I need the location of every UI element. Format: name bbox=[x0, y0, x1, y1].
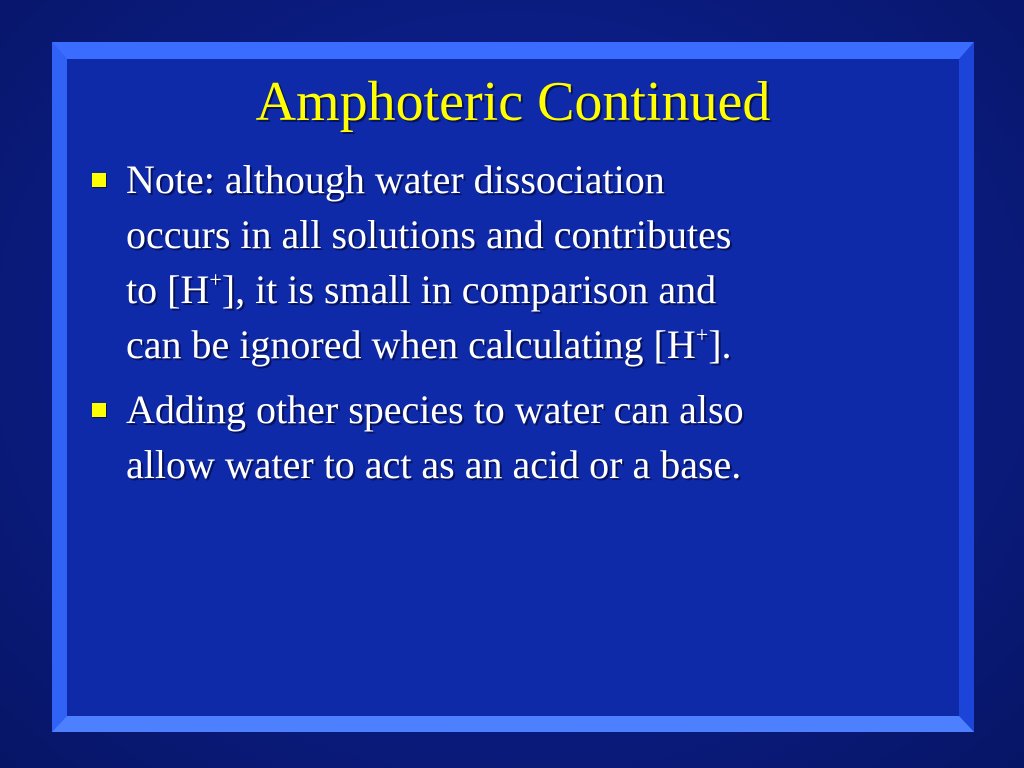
frame-bevel-top bbox=[52, 42, 974, 59]
square-bullet-icon bbox=[92, 173, 106, 187]
bullet-line: can be ignored when calculating [H bbox=[126, 322, 696, 367]
superscript-plus: + bbox=[695, 322, 709, 347]
frame-bevel-left bbox=[52, 42, 67, 732]
square-bullet-icon bbox=[92, 403, 106, 417]
bullet-item bbox=[90, 382, 930, 492]
bullet-line: to [H bbox=[126, 267, 210, 312]
frame-bevel-bottom bbox=[52, 716, 974, 732]
bullet-list bbox=[90, 152, 930, 502]
bullet-item bbox=[90, 152, 930, 372]
bullet-line: occurs in all solutions and contributes bbox=[126, 212, 732, 257]
bullet-line: Adding other species to water can also bbox=[126, 387, 744, 432]
frame-bevel-right bbox=[959, 42, 974, 732]
bullet-line: ], it is small in comparison and bbox=[221, 267, 717, 312]
bullet-line: ]. bbox=[708, 322, 732, 367]
superscript-plus: + bbox=[209, 267, 222, 292]
bullet-line: Note: although water dissociation bbox=[126, 157, 665, 202]
slide-title: Amphoteric Continued bbox=[255, 71, 771, 133]
bullet-line: allow water to act as an acid or a base. bbox=[126, 442, 742, 487]
